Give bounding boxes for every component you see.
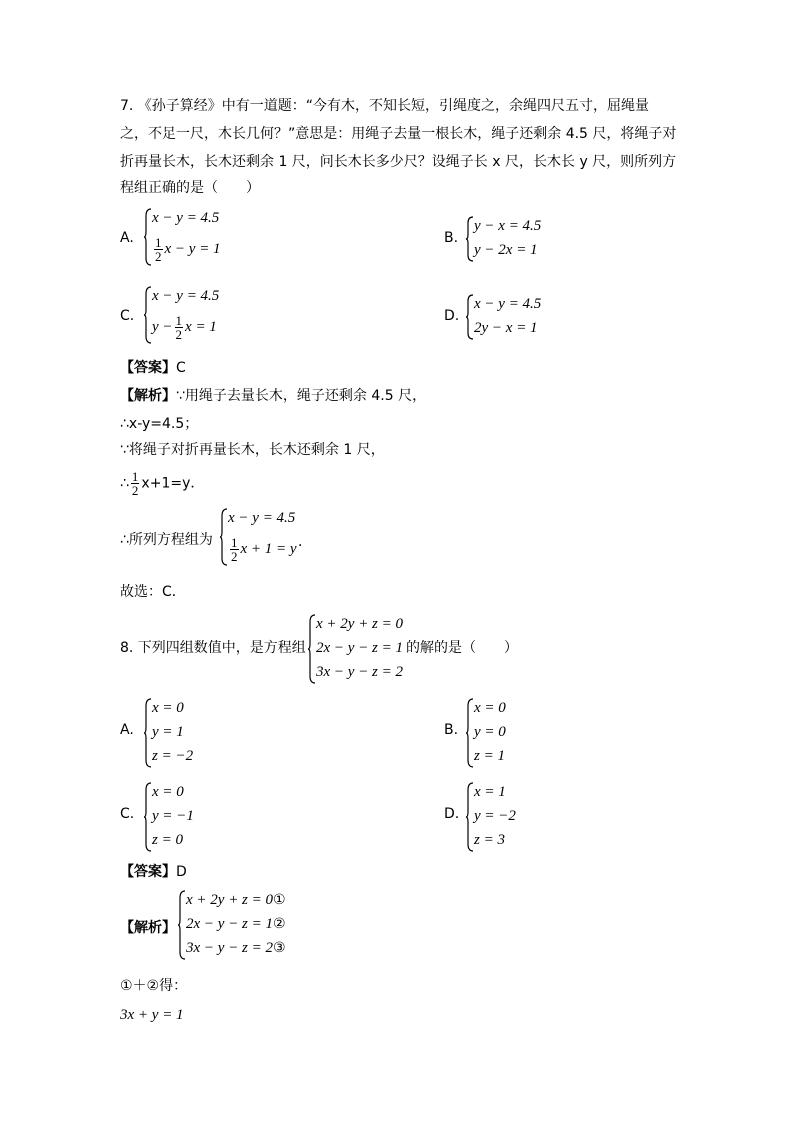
q7-stem-line2: 之，不足一尺，木长几何？”意思是：用绳子去量一根长木，绳子还剩余 4.5 尺，将绳子对 [120,126,677,142]
q8-option-a-row3: z = −2 [152,748,194,764]
q8-option-d-row3: z = 3 [474,832,505,848]
q8-option-a-row1: x = 0 [152,700,184,716]
q8-option-b-row2: y = 0 [474,724,506,740]
brace-icon [466,782,471,852]
q7-option-a-eq1: x − y = 4.5 [152,210,220,226]
brace-icon [178,890,183,960]
q8-stem-eq2: 2x − y − z = 1 [316,640,404,656]
q8-option-c-label: C. [120,806,135,822]
q8-step1: ①＋②得： [120,978,188,994]
q7-stem-line3: 折再量长木，长木还剩余 1 尺，问长木长多少尺？设绳子长 x 尺，长木长 y 尺，则所列方 [120,154,677,170]
q7-analysis-line2: ∴x-y=4.5； [120,416,199,432]
q8-stem-eq1: x + 2y + z = 0 [316,616,404,632]
q7-option-d-eq1: x − y = 4.5 [474,296,542,312]
q7-option-c-eq2: y − $\frac{1}{2}$ x = 1 [152,313,217,342]
q7-option-b-label: B. [444,230,459,246]
q8-option-a-label: A. [120,722,134,738]
q7-option-d-system [466,292,586,342]
q7-option-d-eq2: 2y − x = 1 [474,320,538,336]
q7-answer: 【答案】C [120,360,186,376]
q7-option-a-eq2: $\frac{1}{2}$ x − y = 1 [155,235,221,264]
q8-analysis-eq3: 3x − y − z = 2③ [186,940,286,956]
q8-option-c-row3: z = 0 [152,832,183,848]
q7-analysis-eq2: $\frac{1}{2}$ x + 1 = y [231,535,297,564]
q8-analysis-label: 【解析】 [120,920,176,936]
q8-option-c-row1: x = 0 [152,784,184,800]
brace-icon [466,216,471,262]
q7-analysis-period: ． [298,534,312,550]
q8-option-c-row2: y = −1 [152,808,194,824]
q8-answer: 【答案】D [120,864,187,880]
q8-stem-post: 的解的是（ ） [406,640,518,656]
q7-option-a-label: A. [120,230,134,246]
brace-icon [144,782,149,852]
q7-option-c-label: C. [120,308,135,324]
q8-option-b-system [466,696,546,770]
q8-option-a-row2: y = 1 [152,724,184,740]
brace-icon [144,286,149,344]
brace-icon [466,294,471,340]
q8-option-d-system [466,780,546,854]
q8-stem-pre: 8. 下列四组数值中，是方程组 [120,640,306,656]
brace-icon [220,508,225,566]
q7-option-b-eq2: y − 2x = 1 [474,242,538,258]
q7-analysis-line3: ∵将绳子对折再量长木，长木还剩余 1 尺， [120,442,385,458]
q8-option-d-row2: y = −2 [474,808,516,824]
q7-option-d-label: D. [444,308,460,324]
q8-stem-eq3: 3x − y − z = 2 [316,664,404,680]
q7-analysis-system-label: ∴所列方程组为 [120,532,213,548]
q7-analysis-eq1: x − y = 4.5 [228,510,296,526]
q8-option-d-row1: x = 1 [474,784,506,800]
q8-option-b-label: B. [444,722,459,738]
q8-option-a-system [144,696,224,770]
brace-icon [466,698,471,768]
q7-analysis-system [220,506,310,568]
q7-stem-line1: 7. 《孙子算经》中有一道题：“今有木，不知长短，引绳度之，余绳四尺五寸，屈绳量 [120,98,650,114]
q7-option-b-system [466,214,586,264]
q7-analysis-line1: 【解析】∵用绳子去量长木，绳子还剩余 4.5 尺， [120,388,427,404]
q8-option-b-row3: z = 1 [474,748,505,764]
q7-option-a-system [144,206,264,268]
q8-analysis-eq2: 2x − y − z = 1② [186,916,286,932]
q8-option-c-system [144,780,224,854]
q7-option-c-system [144,284,264,346]
q7-option-b-eq1: y − x = 4.5 [474,218,542,234]
q8-option-d-label: D. [444,806,460,822]
brace-icon [144,208,149,266]
q8-analysis-eq1: x + 2y + z = 0① [186,892,286,908]
q7-conclusion: 故选：C． [120,584,186,600]
q7-option-c-eq1: x − y = 4.5 [152,288,220,304]
q8-analysis-system [178,888,308,962]
q8-option-b-row1: x = 0 [474,700,506,716]
q7-analysis-line4: ∴ $\frac{1}{2}$ x+1=y． [120,469,205,498]
brace-icon [308,614,313,684]
brace-icon [144,698,149,768]
q7-stem-line4: 程组正确的是（ ） [120,180,260,196]
q8-step2: 3x + y = 1 [120,1007,184,1023]
